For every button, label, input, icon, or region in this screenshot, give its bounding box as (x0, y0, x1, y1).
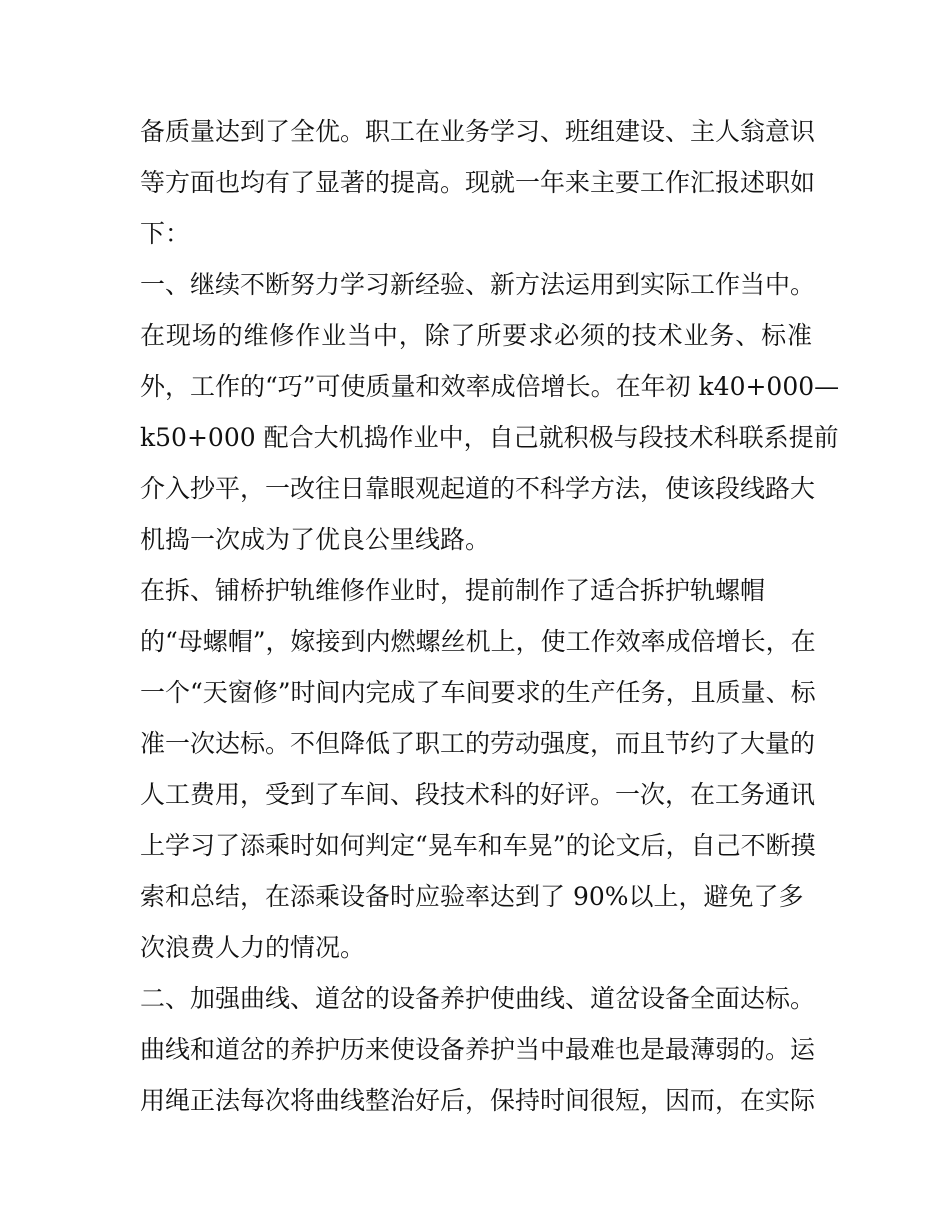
text-line-19: 曲线和道岔的养护历来使设备养护当中最难也是最薄弱的。运 (140, 1035, 816, 1064)
text-line-11: 的“母螺帽”，嫁接到内燃螺丝机上，使工作效率成倍增长，在 (140, 627, 816, 656)
text-line-13: 准一次达标。不但降低了职工的劳动强度，而且节约了大量的 (140, 729, 816, 758)
text-line-16: 索和总结，在添乘设备时应验率达到了 90%以上，避免了多 (140, 882, 804, 911)
text-line-9: 机捣一次成为了优良公里线路。 (140, 525, 491, 554)
text-line-7: k50+000 配合大机捣作业中，自己就积极与段技术科联系提前 (140, 423, 839, 452)
text-line-15: 上学习了添乘时如何判定“晃车和车晃”的论文后，自己不断摸 (140, 831, 816, 860)
text-line-18: 二、加强曲线、道岔的设备养护使曲线、道岔设备全面达标。 (140, 984, 816, 1013)
text-line-8: 介入抄平，一改往日靠眼观起道的不科学方法，使该段线路大 (140, 474, 816, 503)
text-line-1: 备质量达到了全优。职工在业务学习、班组建设、主人翁意识 (140, 117, 816, 146)
text-line-17: 次浪费人力的情况。 (140, 933, 366, 962)
text-line-20: 用绳正法每次将曲线整治好后，保持时间很短，因而，在实际 (140, 1086, 816, 1115)
text-line-5: 在现场的维修作业当中，除了所要求必须的技术业务、标准 (140, 321, 812, 350)
body-text (140, 106, 840, 1126)
text-line-3: 下： (140, 219, 191, 248)
text-line-6: 外，工作的“巧”可使质量和效率成倍增长。在年初 k40+000— (140, 372, 840, 401)
text-line-12: 一个“天窗修”时间内完成了车间要求的生产任务，且质量、标 (140, 678, 816, 707)
text-line-14: 人工费用，受到了车间、段技术科的好评。一次，在工务通讯 (140, 780, 816, 809)
text-line-2: 等方面也均有了显著的提高。现就一年来主要工作汇报述职如 (140, 168, 816, 197)
text-line-10: 在拆、铺桥护轨维修作业时，提前制作了适合拆护轨螺帽 (140, 576, 766, 605)
text-line-4: 一、继续不断努力学习新经验、新方法运用到实际工作当中。 (140, 270, 816, 299)
